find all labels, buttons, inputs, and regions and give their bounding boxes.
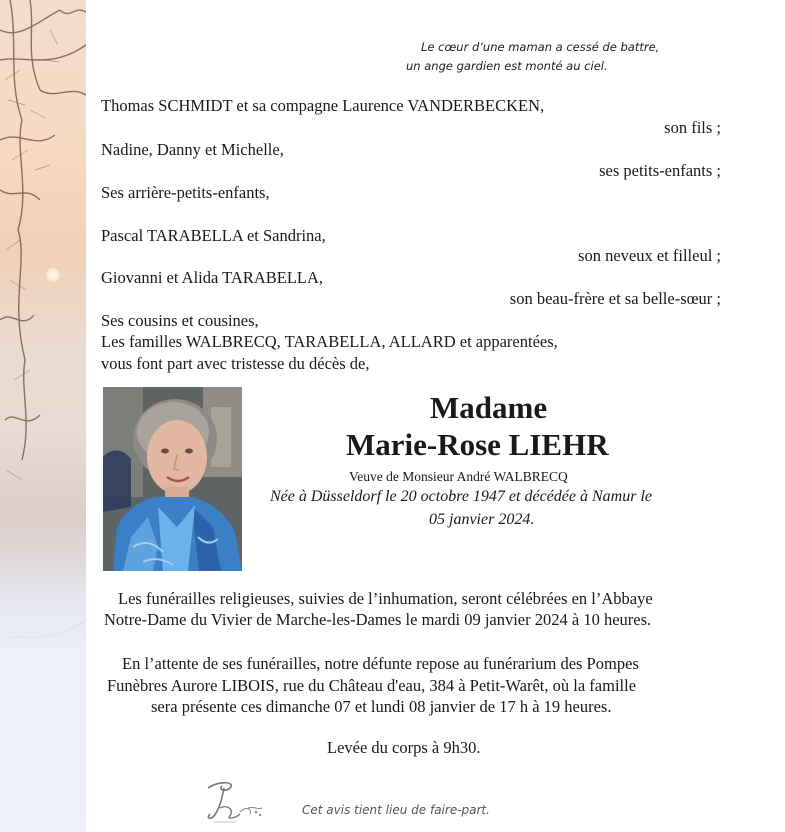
quote-line-1: Le cœur d’une maman a cessé de battre, <box>421 40 660 54</box>
quote-line-2: un ange gardien est monté au ciel. <box>406 59 608 73</box>
family-names: Giovanni et Alida TARABELLA, <box>101 268 324 287</box>
deceased-name: Marie-Rose LIEHR <box>346 427 609 462</box>
announcement-line: vous font part avec tristesse du décès de, <box>101 354 370 373</box>
funeral-paragraph-2-line-1: En l’attente de ses funérailles, notre défunte repose au funérarium des Pompes <box>122 654 639 673</box>
family-relation: son beau-frère et sa belle-sœur ; <box>509 289 721 308</box>
funeral-home-logo <box>200 778 266 826</box>
decorative-winter-strip <box>0 0 86 832</box>
sun-glow <box>46 268 60 282</box>
funeral-paragraph-2-line-2: Funèbres Aurore LIBOIS, rue du Château d'eau, 384 à Petit-Warêt, où la famille <box>107 676 637 695</box>
honorific-title: Madame <box>430 390 548 425</box>
birth-death-line-1: Née à Düsseldorf le 20 octobre 1947 et décédée à Namur le <box>270 488 652 505</box>
funeral-home-logo-icon <box>200 778 266 826</box>
snow-ground <box>0 562 86 832</box>
family-names: Thomas SCHMIDT et sa compagne Laurence VANDERBECKEN, <box>101 96 545 115</box>
portrait-photo <box>103 387 242 571</box>
widow-line: Veuve de Monsieur André WALBRECQ <box>349 469 568 484</box>
family-names: Nadine, Danny et Michelle, <box>101 140 284 159</box>
families-line: Les familles WALBRECQ, TARABELLA, ALLARD et apparentées, <box>101 332 558 351</box>
family-relation: ses petits-enfants ; <box>599 161 721 180</box>
cousins-line: Ses cousins et cousines, <box>101 311 259 330</box>
family-relation: son fils ; <box>664 118 721 137</box>
birth-death-line-2: 05 janvier 2024. <box>429 511 535 528</box>
departure-time: Levée du corps à 9h30. <box>327 738 481 757</box>
portrait-illustration <box>103 387 242 571</box>
funeral-paragraph-1-line-2: Notre-Dame du Vivier de Marche-les-Dames le mardi 09 janvier 2024 à 10 heures. <box>104 610 652 629</box>
funeral-paragraph-1-line-1: Les funérailles religieuses, suivies de l’inhumation, seront célébrées en l’Abbaye <box>118 589 653 608</box>
footer-note: Cet avis tient lieu de faire-part. <box>302 803 490 817</box>
family-names: Pascal TARABELLA et Sandrina, <box>101 226 326 245</box>
family-names: Ses arrière-petits-enfants, <box>101 183 270 202</box>
funeral-paragraph-2-line-3: sera présente ces dimanche 07 et lundi 08 janvier de 17 h à 19 heures. <box>151 697 612 716</box>
family-relation: son neveux et filleul ; <box>578 246 721 265</box>
